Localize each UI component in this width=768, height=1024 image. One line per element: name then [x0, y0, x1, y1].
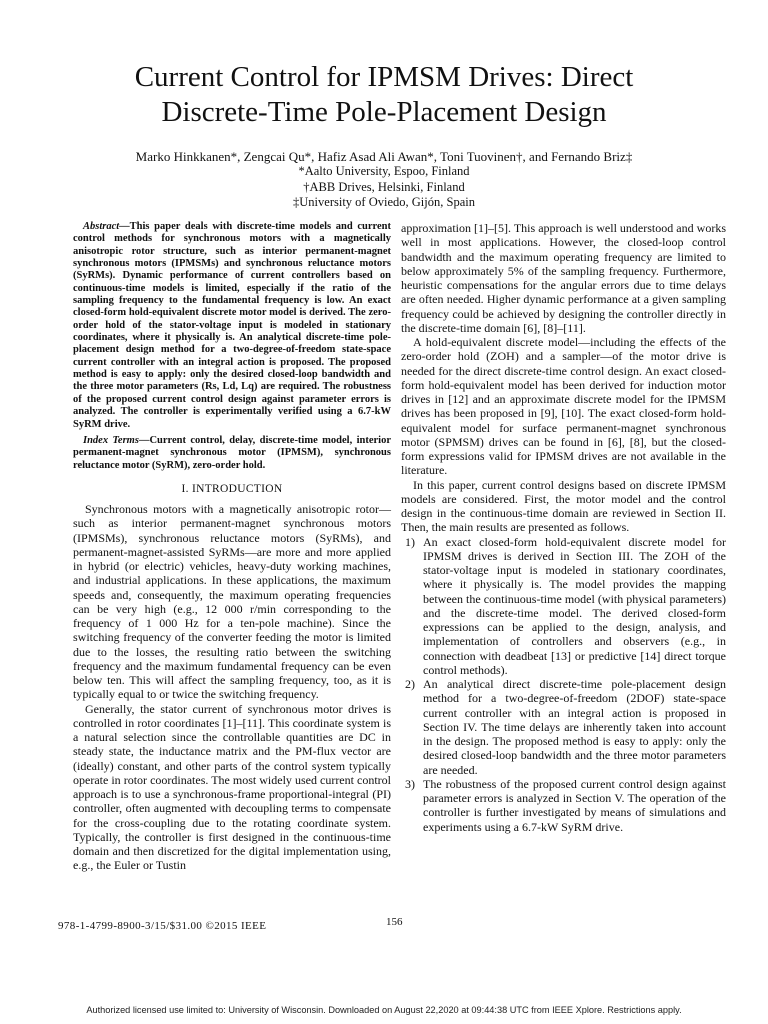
intro-paragraph-5: In this paper, current control designs based on discrete IPMSM models are considered. First, the motor model and the control design in the continuous-time domain are reviewed in Section II. Then, the main results are presented as follows.: [401, 477, 726, 535]
list-item-text: An analytical direct discrete-time pole-placement design method for a two-degree-of-freedom (2DOF) state-space current controller with an integral action is proposed in Section IV. The time delays are inherently taken into account in the design. The proposed method is easy to apply: only the desired closed-loop bandwidth and the three motor parameters are needed.: [423, 677, 726, 777]
license-notice: Authorized licensed use limited to: University of Wisconsin. Downloaded on August 22,2020 at 09:44:38 UTC from IEEE Xplore. Restrictions apply.: [86, 1005, 682, 1015]
section-heading-introduction: I. INTRODUCTION: [181, 482, 283, 495]
list-item: [401, 677, 726, 777]
index-terms: [73, 435, 391, 472]
affiliation-oviedo: ‡University of Oviedo, Gijón, Spain: [293, 195, 475, 209]
intro-paragraph-1: Synchronous motors with a magnetically anisotropic rotor—such as interior permanent-magnet synchronous motors (IPMSMs), synchronous reluctance motors (SyRMs), and permanent-magnet-assisted SyRMs—are more and more applied in hybrid (or electric) vehicles, heavy-duty working machines, and industrial applications. In these applications, the maximum speeds and, consequently, the maximum operating frequencies can be very high (e.g., 12 000 r/min corresponding to the frequency of 1 000 Hz for a ten-pole machine). Since the switching frequency of the converter feeding the motor is limited due to the losses, the resulting ratio between the switching frequency and the maximum fundamental frequency can be even below ten. This will affect the sampling frequency, too, as it is typically equal to or twice the switching frequency.: [73, 502, 391, 702]
contribution-list: [401, 535, 726, 834]
intro-paragraph-4: A hold-equivalent discrete model—including the effects of the zero-order hold (ZOH) and a sampler—of the motor drive is needed for the direct discrete-time control design. An exact closed-form hold-equivalent model has been derived for induction motor drives in [12] and an approximate discrete model for the IPMSM drives has been proposed in [9], [10]. The exact closed-form hold-equivalent model for surface permanent-magnet synchronous motor (SPMSM) drives can be found in [6], [8], but the closed-form expressions valid for IPMSM drives are not available in the literature.: [401, 335, 726, 478]
page-number: 156: [386, 916, 403, 928]
author-list: Marko Hinkkanen*, Zengcai Qu*, Hafiz Asad Ali Awan*, Toni Tuovinen†, and Fernando Briz‡: [135, 149, 633, 164]
intro-paragraph-3: approximation [1]–[5]. This approach is well understood and works well in most applications. However, the closed-loop control bandwidth and the maximum operating frequency are limited to below approximately 5% of the sampling frequency. Furthermore, heuristic compensations for the angular errors due to time delays are often needed. Higher dynamic performance at a given sampling frequency could be achieved by designing the controller directly in the discrete-time domain [6], [8]–[11].: [401, 221, 726, 335]
abstract-label: Abstract: [83, 221, 120, 232]
copyright-footer: 978-1-4799-8900-3/15/$31.00 ©2015 IEEE: [58, 920, 267, 932]
list-item-number: 1): [405, 534, 415, 549]
list-item-number: 3): [405, 776, 415, 791]
title-line-2: Discrete-Time Pole-Placement Design: [161, 96, 607, 128]
list-item-text: The robustness of the proposed current control design against parameter errors is analyzed in Section V. The operation of the controller is further investigated by means of simulations and experiments using a 6.7-kW SyRM drive.: [423, 776, 726, 834]
affiliation-abb: †ABB Drives, Helsinki, Finland: [303, 179, 465, 194]
list-item-text: An exact closed-form hold-equivalent discrete model for IPMSM drives is derived in Section III. The ZOH of the stator-voltage input is modeled in stationary coordinates, where it physically is. The model provides the mapping between the continuous-time model (with physical parameters) and the discrete-time model. The derived closed-form expressions can be applied to the design, analysis, and implementation of controllers and observers (e.g., in connection with deadbeat [13] or predictive [14] direct torque control methods).: [423, 534, 726, 677]
index-terms-text: —Current control, delay, discrete-time model, interior permanent-magnet synchronous motor (IPMSM), synchronous reluctance motor (SyRM), zero-order hold.: [73, 434, 391, 471]
left-column: [73, 221, 391, 873]
list-item: [401, 535, 726, 678]
list-item: [401, 777, 726, 834]
abstract-text: —This paper deals with discrete-time models and current control methods for synchronous motors with a magnetically anisotropic rotor structure, such as interior permanent-magnet synchronous motors (IPMSMs) and synchronous reluctance motors (SyRMs). Dynamic performance of current controllers based on continuous-time models is limited, especially if the ratio of the sampling frequency to the fundamental frequency is low. An exact closed-form hold-equivalent discrete motor model is derived. The zero-order hold of the stator-voltage input is modeled in stationary coordinates, where it physically is. An analytical discrete-time pole-placement design method for a two-degree-of-freedom state-space current controller with an integral action is proposed. The proposed method is easy to apply: only the desired closed-loop bandwidth and the three motor parameters (Rs, Ld, Lq) are required. The robustness of the proposed current control design against parameter errors is analyzed. The controller is experimentally verified using a 6.7-kW SyRM drive.: [73, 221, 391, 430]
list-item-number: 2): [405, 677, 415, 691]
index-terms-label: Index Terms: [83, 434, 139, 446]
paper-title: [40, 60, 728, 130]
title-line-1: Current Control for IPMSM Drives: Direct: [134, 61, 634, 93]
right-column: [401, 221, 726, 834]
affiliation-aalto: *Aalto University, Espoo, Finland: [298, 164, 470, 178]
affiliations: [40, 164, 728, 211]
abstract: [73, 221, 391, 431]
intro-paragraph-2: Generally, the stator current of synchronous motor drives is controlled in rotor coordinates [1]–[11]. This coordinate system is a natural selection since the controllable quantities are DC in steady state, the inductance matrix and the PM-flux vector are (ideally) constant, and other parts of the control system typically operate in rotor coordinates. The most widely used current control approach is to use a synchronous-frame proportional-integral (PI) controller, often augmented with decoupling terms to compensate for the cross-coupling due to the rotating coordinate system. Typically, the controller is first designed in the continuous-time domain and then discretized for the digital implementation using, e.g., the Euler or Tustin: [73, 701, 391, 873]
